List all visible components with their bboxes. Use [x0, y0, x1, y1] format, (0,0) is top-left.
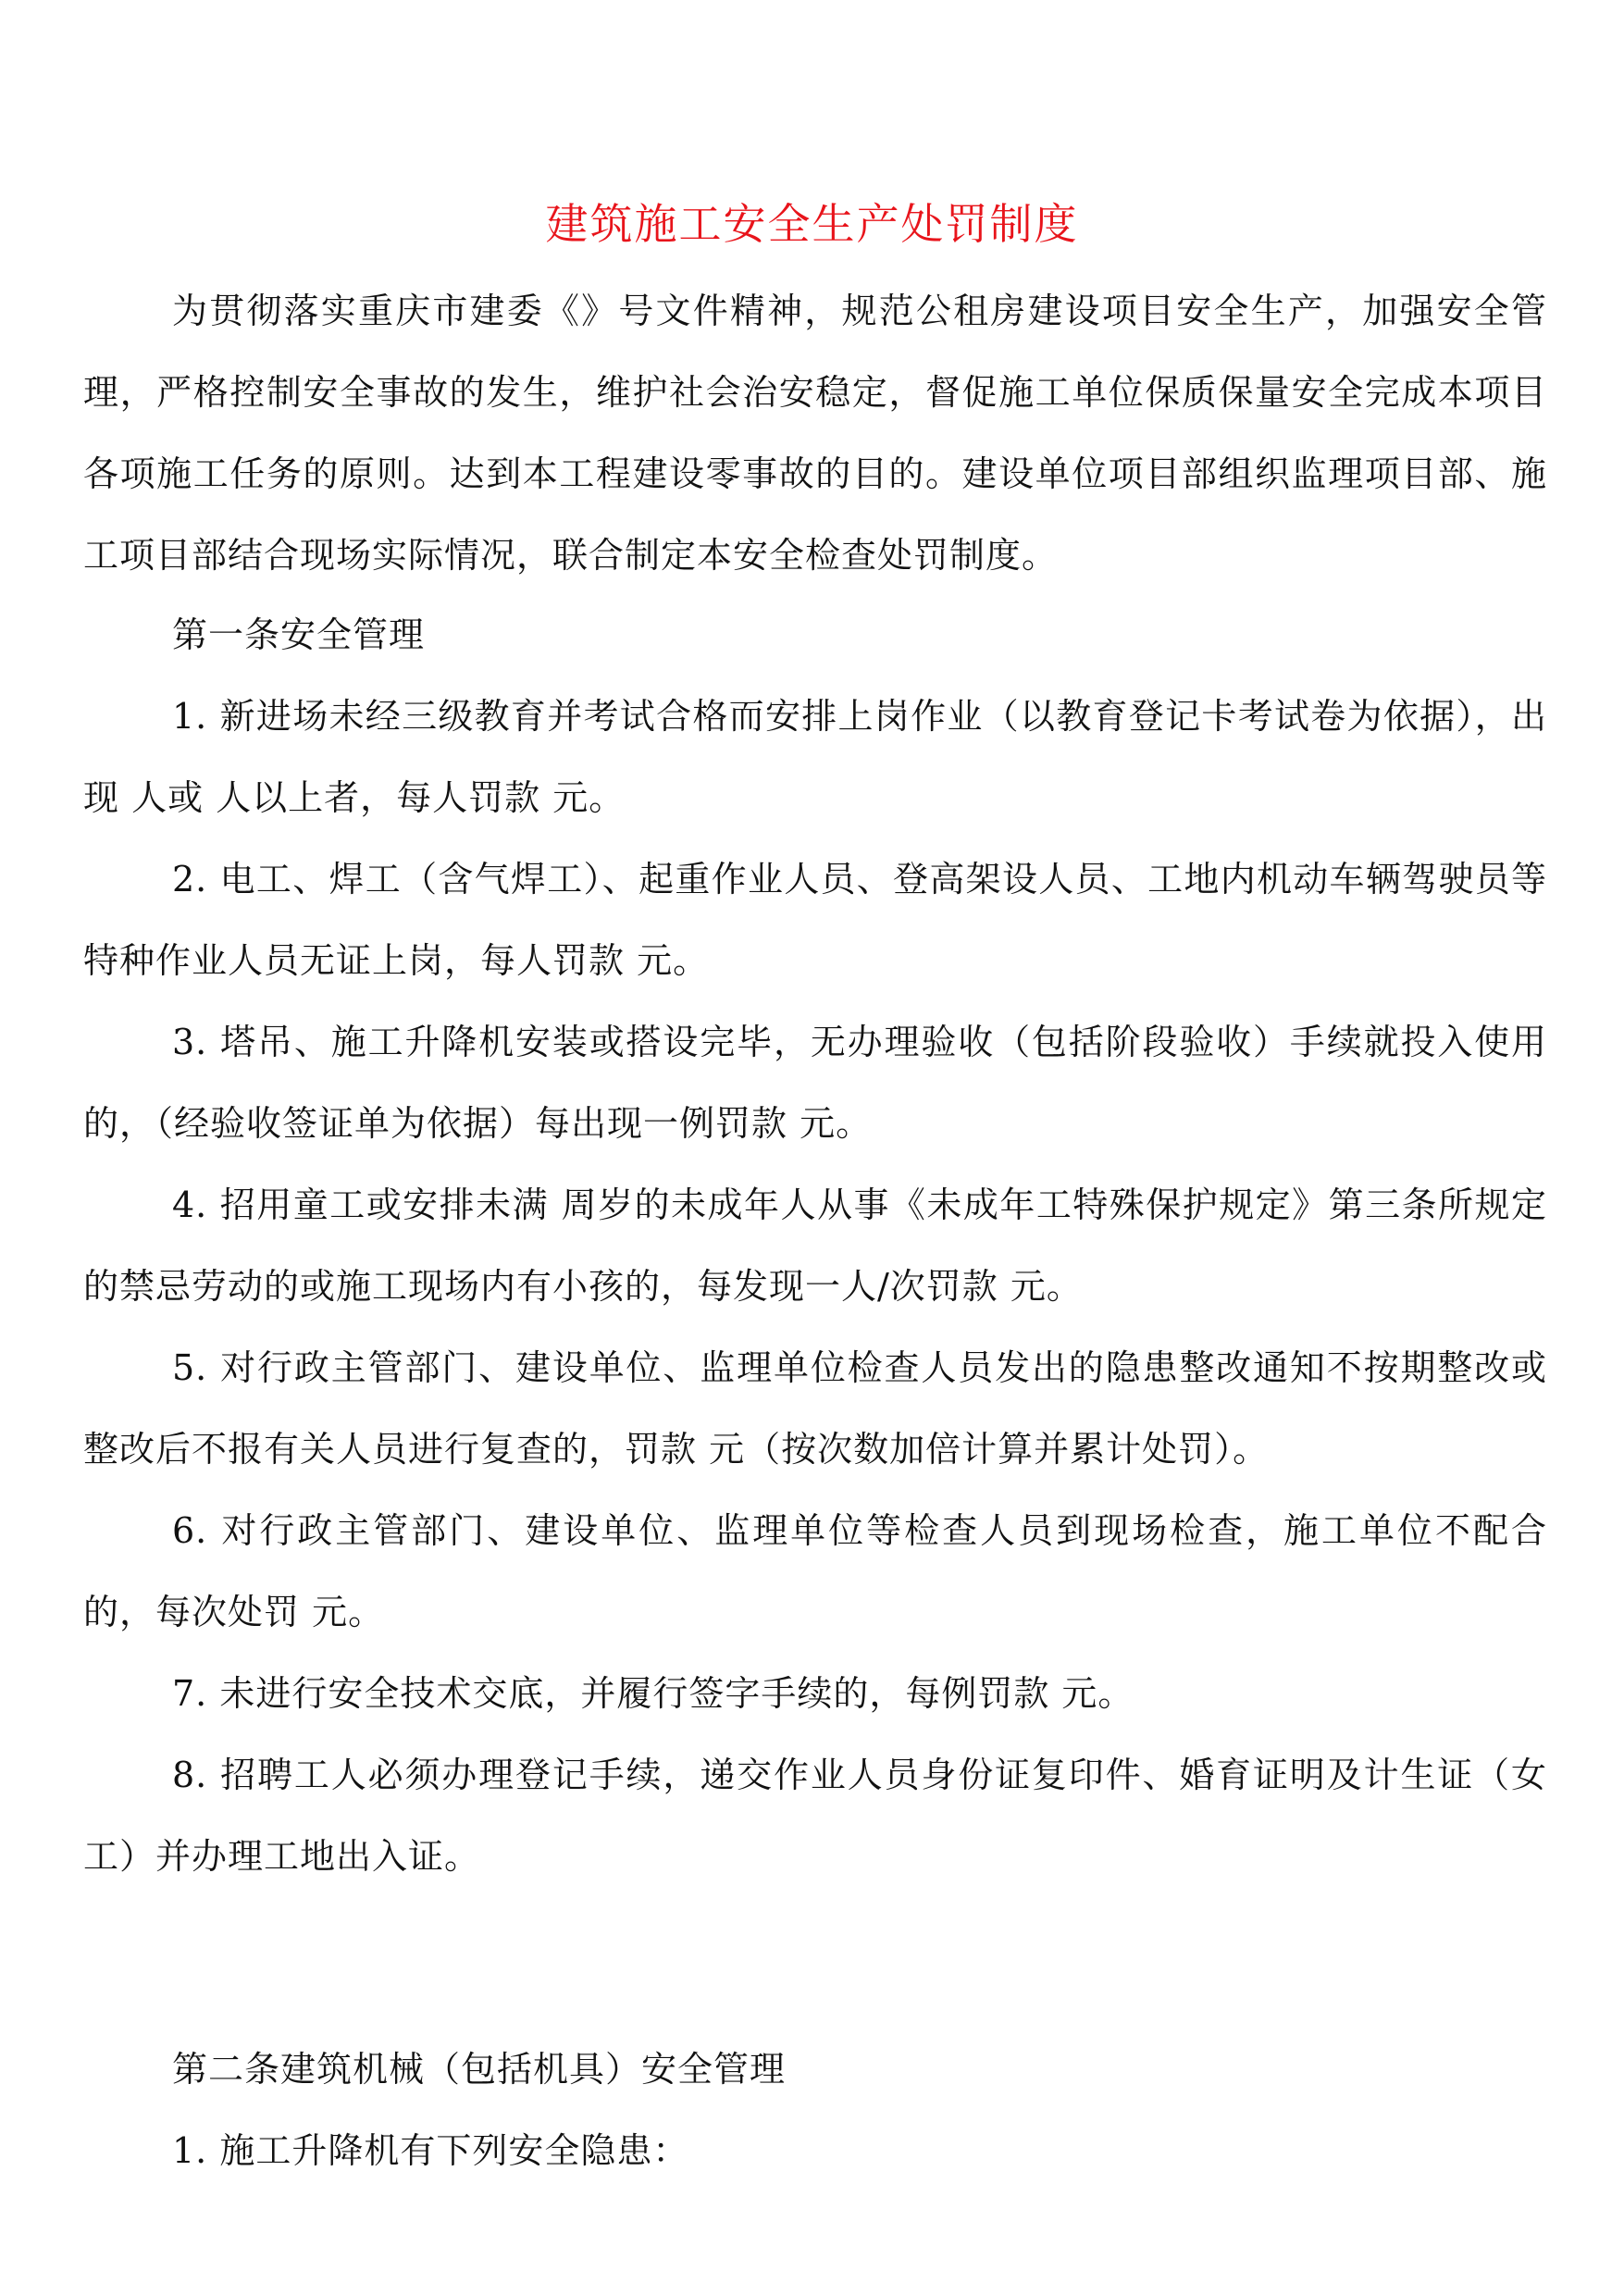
section1-item-4: 4. 招用童工或安排未满 周岁的未成年人从事《未成年工特殊保护规定》第三条所规定的禁忌劳动的或施工现场内有小孩的，每发现一人/次罚款 元。: [83, 1185, 1547, 1307]
section1-heading: 第一条安全管理: [172, 614, 426, 655]
section1-item-3: 3. 塔吊、施工升降机安装或搭设完毕，无办理验收（包括阶段验收）手续就投入使用的，（经验收签证单为依据）每出现一例罚款 元。: [83, 1022, 1547, 1144]
section2-heading: 第二条建筑机械（包括机具）安全管理: [172, 2049, 787, 2090]
section1-item-5: 5. 对行政主管部门、建设单位、监理单位检查人员发出的隐患整改通知不按期整改或整改后不报有关人员进行复查的，罚款 元（按次数加倍计算并累计处罚）。: [83, 1347, 1547, 1470]
section1-item-1: 1. 新进场未经三级教育并考试合格而安排上岗作业（以教育登记卡考试卷为依据），出现 人或 人以上者，每人罚款 元。: [83, 696, 1547, 818]
intro-paragraph: 为贯彻落实重庆市建委《》号文件精神，规范公租房建设项目安全生产，加强安全管理，严格控制安全事故的发生，维护社会治安稳定，督促施工单位保质保量安全完成本项目各项施工任务的原则。达到本工程建设零事故的目的。建设单位项目部组织监理项目部、施工项目部结合现场实际情况，联合制定本安全检查处罚制度。: [83, 291, 1547, 576]
section1-item-6: 6. 对行政主管部门、建设单位、监理单位等检查人员到现场检查，施工单位不配合的，每次处罚 元。: [83, 1510, 1547, 1632]
section2-item-1: 1. 施工升降机有下列安全隐患：: [172, 2130, 689, 2171]
section1-item-2: 2. 电工、焊工（含气焊工）、起重作业人员、登高架设人员、工地内机动车辆驾驶员等特种作业人员无证上岗，每人罚款 元。: [83, 859, 1547, 981]
section1-item-8: 8. 招聘工人必须办理登记手续，递交作业人员身份证复印件、婚育证明及计生证（女工）并办理工地出入证。: [83, 1755, 1547, 1877]
section1-item-7: 7. 未进行安全技术交底，并履行签字手续的，每例罚款 元。: [172, 1673, 1134, 1714]
document-title: 建筑施工安全生产处罚制度: [545, 199, 1079, 249]
